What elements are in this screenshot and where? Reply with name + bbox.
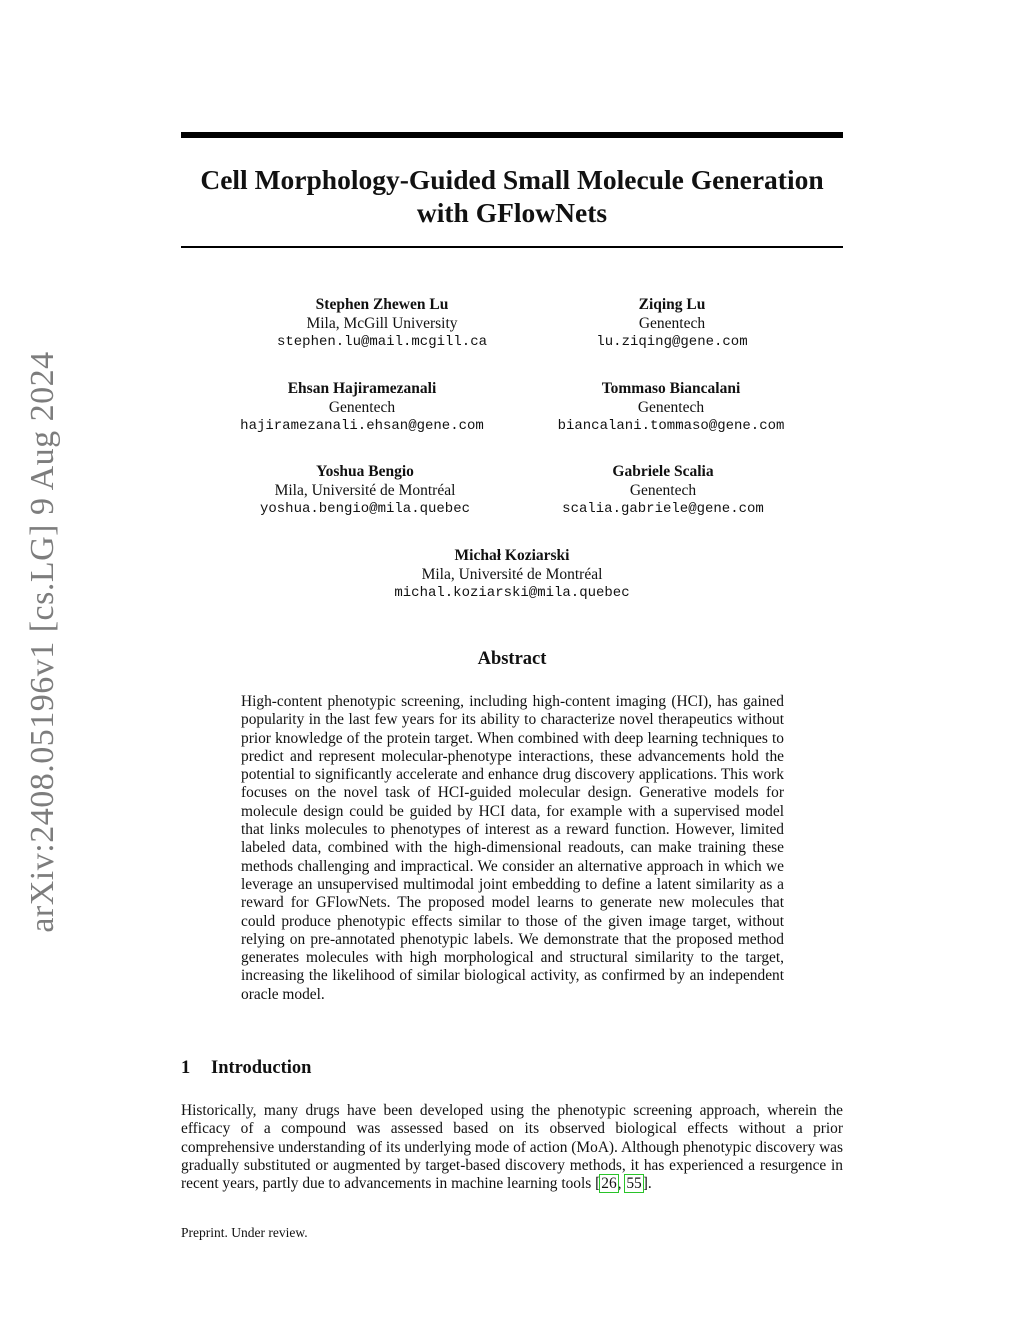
author-affiliation: Genentech xyxy=(328,398,396,416)
arxiv-identifier-stamp: arXiv:2408.05196v1 [cs.LG] 9 Aug 2024 xyxy=(24,351,61,933)
author-block xyxy=(507,296,837,352)
title-top-rule xyxy=(181,132,843,138)
author-email: biancalani.tommaso@gene.com xyxy=(557,418,785,434)
author-block xyxy=(498,463,828,519)
author-name: Michał Koziarski xyxy=(454,547,570,564)
author-block xyxy=(200,463,530,519)
author-name: Yoshua Bengio xyxy=(316,463,414,480)
author-block xyxy=(217,296,547,352)
title-bottom-rule xyxy=(181,246,843,248)
title-line-2: with GFlowNets xyxy=(416,197,608,228)
author-block xyxy=(347,547,677,603)
citation-link[interactable]: 55 xyxy=(626,1175,642,1193)
introduction-text: Historically, many drugs have been developed using the phenotypic screening approach, wherein the efficacy of a compound was assessed based on its observed biological effects without a prior comprehensive understanding of its underlying mode of action (MoA). Although phenotypic discovery was gradually substituted or augmented by target-based discovery methods, it has experienced a resurgence in recent years, partly due to advancements in machine learning tools [ xyxy=(181,1102,843,1193)
author-block xyxy=(506,380,836,436)
author-affiliation: Genentech xyxy=(638,314,706,332)
paper-title xyxy=(181,163,843,229)
introduction-text-end: ]. xyxy=(642,1175,652,1193)
citation-separator: , xyxy=(617,1175,626,1193)
author-name: Ziqing Lu xyxy=(638,296,706,313)
author-affiliation: Mila, McGill University xyxy=(306,314,458,332)
author-affiliation: Mila, Université de Montréal xyxy=(274,481,456,499)
title-line-1: Cell Morphology-Guided Small Molecule Generation xyxy=(200,164,824,195)
footer-note: Preprint. Under review. xyxy=(181,1225,308,1240)
abstract-text: High-content phenotypic screening, including high-content imaging (HCI), has gained popularity in the last few years for its ability to characterize novel therapeutics without prior knowledge of the protein target. When combined with deep learning techniques to predict and represent molecular-phenotype interactions, these advancements hold the potential to significantly accelerate and enhance drug discovery applications. This work focuses on the novel task of HCI-guided molecular design. Generative models for molecule design could be guided by HCI data, for example with a supervised model that links molecules to phenotypes of interest as a reward function. However, limited labeled data, combined with the high-dimensional readouts, can make training these methods challenging and impractical. We consider an alternative approach in which we leverage an unsupervised multimodal joint embedding to define a latent similarity as a reward for GFlowNets. The proposed model learns to generate new molecules that could produce phenotypic effects similar to those of the given image target, without relying on pre-annotated phenotypic labels. We demonstrate that the proposed method generates molecules with high morphological and structural similarity to the target, increasing the likelihood of similar biological activity, as confirmed by an independent oracle model. xyxy=(241,693,784,1003)
section-heading-introduction xyxy=(181,1058,311,1079)
author-name: Gabriele Scalia xyxy=(612,463,714,480)
author-affiliation: Mila, Université de Montréal xyxy=(421,565,603,583)
author-name: Tommaso Biancalani xyxy=(601,380,741,397)
abstract-heading: Abstract xyxy=(477,649,547,669)
section-number: 1 xyxy=(181,1058,191,1078)
author-block xyxy=(197,380,527,436)
author-email: stephen.lu@mail.mcgill.ca xyxy=(276,334,488,350)
author-affiliation: Genentech xyxy=(637,398,705,416)
author-email: lu.ziqing@gene.com xyxy=(596,334,748,350)
author-name: Ehsan Hajiramezanali xyxy=(287,380,437,397)
author-email: yoshua.bengio@mila.quebec xyxy=(259,501,471,517)
author-email: hajiramezanali.ehsan@gene.com xyxy=(240,418,484,434)
author-affiliation: Genentech xyxy=(629,481,697,499)
author-email: michal.koziarski@mila.quebec xyxy=(394,585,630,601)
author-name: Stephen Zhewen Lu xyxy=(315,296,449,313)
author-email: scalia.gabriele@gene.com xyxy=(562,501,764,517)
section-title: Introduction xyxy=(211,1058,312,1078)
introduction-paragraph xyxy=(181,1102,843,1193)
citation-link[interactable]: 26 xyxy=(601,1175,617,1193)
